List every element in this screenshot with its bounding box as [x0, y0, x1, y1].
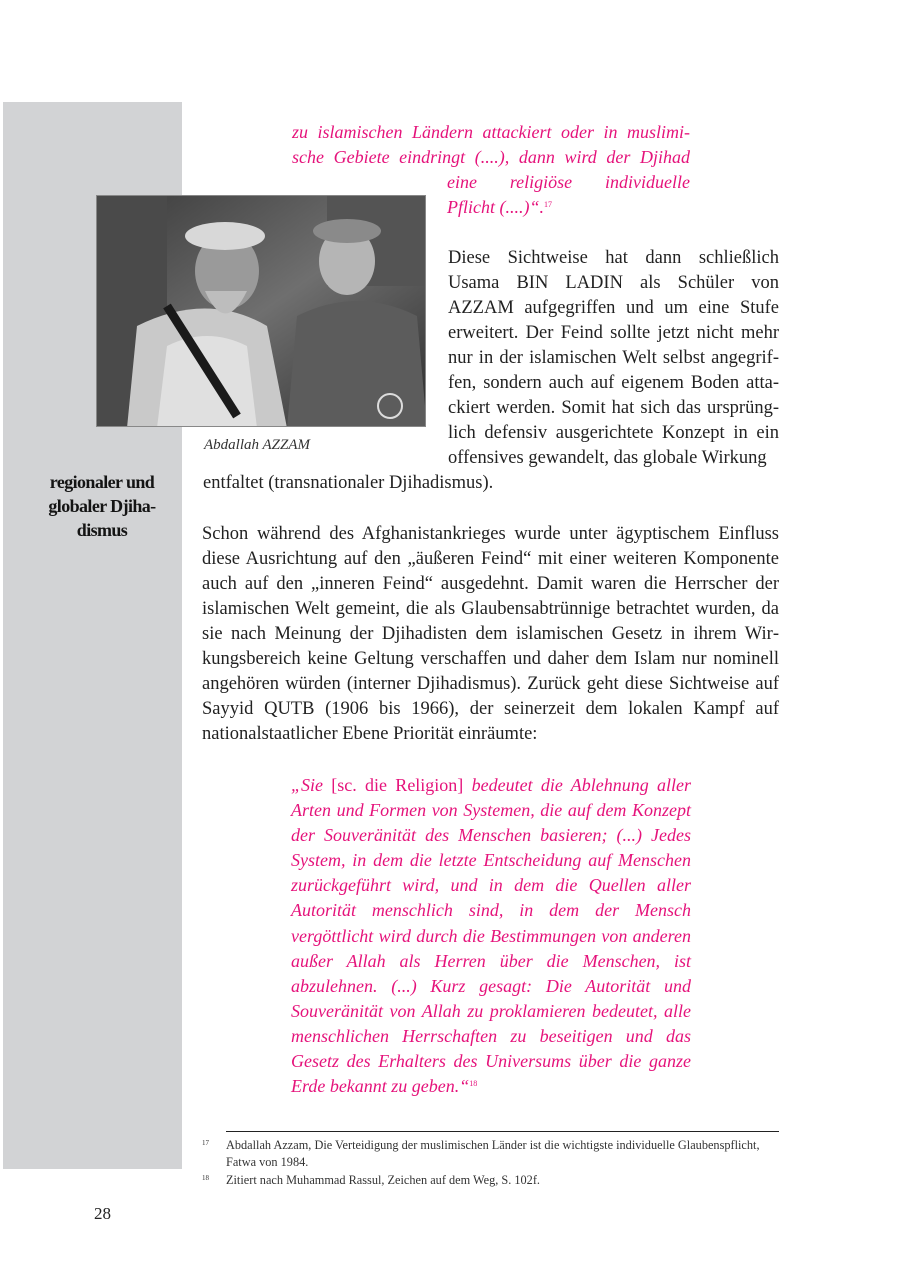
- footnote-divider: [226, 1131, 779, 1132]
- footnote-17-text: Abdallah Azzam, Die Verteidigung der muslimischen Länder ist die wichtigste individuelle Glaubenspflicht, Fatwa von 1984.: [226, 1138, 760, 1169]
- photo-abdallah-azzam: [96, 195, 426, 427]
- qutb-quote-text: bedeutet die Ablehnung aller Arten und Formen von Systemen, die auf dem Konzept der Souveränität des Menschen basieren; (...) Jedes System, in dem die letzte Entscheidung auf Menschen zurückgeführt wird, und in dem die Quellen aller Autorität menschlich sind, in dem der Mensch vergöttlicht wird durch die Bestimmungen von anderen außer Allah als Herren über die Menschen, ist abzulehnen. (...) Kurz gesagt: Die Autorität und Souveränität von Allah zu proklamieren bedeutet, alle menschlichen Herrschaften zu beseitigen und das Gesetz des Erhalters des Universums über die ganze Erde bekannt zu geben.“: [291, 775, 692, 1097]
- intro-quote-last-line: [447, 195, 690, 220]
- paragraph-1-end: entfaltet (transnationaler Djihadismus).: [203, 473, 494, 493]
- footnote-18-number: 18: [202, 1174, 209, 1182]
- margin-note-line-1: regionaler und: [49, 472, 155, 492]
- footnote-17-number: 17: [202, 1139, 209, 1147]
- paragraph-1: Diese Sichtweise hat dann schließlich Usama BIN LADIN als Schüler von AZZAM aufgegriffen und um eine Stufe erweitert. Der Feind sollte jetzt nicht mehr nur in der islamischen Welt selbst angegriffen, sondern auch auf eigenem Boden attackiert werden. Somit hat sich das ursprünglich defensiv ausgerichtete Konzept in ein offensives gewandelt, das globale Wirkung: [448, 248, 779, 468]
- qutb-quote-bracket: [sc. die Religion]: [331, 775, 464, 795]
- footnote-18: [202, 1172, 782, 1190]
- margin-note-line-3: dismus: [76, 520, 128, 540]
- qutb-quote: [291, 773, 691, 1099]
- margin-note-line-2: globaler Djiha-: [48, 496, 156, 516]
- footnote-17: [202, 1137, 782, 1173]
- qutb-quote-start: „Sie: [291, 775, 324, 795]
- intro-quote-line-2: sche Gebiete eindringt (....), dann wird der Djihad: [292, 147, 690, 167]
- intro-quote-line-3: eine religiöse individuelle: [447, 172, 690, 192]
- photo-caption: Abdallah AZZAM: [204, 437, 310, 453]
- photo-image: [97, 196, 426, 427]
- page-number: 28: [94, 1204, 111, 1223]
- margin-note: [22, 470, 182, 542]
- paragraph-2: Schon während des Afghanistankrieges wurde unter ägyptischem Einfluss diese Ausrichtung auf den „äußeren Feind“ mit einer weiteren Komponente auch auf den „inneren Feind“ ausgedehnt. Damit waren die Herrscher der islamischen Welt gemeint, die als Glaubensabtrünnige betrachtet wurden, da sie nach Meinung der Djihadisten dem islamischen Gesetz in ihrem Wirkungsbereich keine Geltung verschaffen und daher dem Islam nur nominell angehören würden (interner Djihadismus). Zurück geht diese Sichtweise auf Sayyid QUTB (1906 bis 1966), der seinerzeit dem lokalen Kampf auf nationalstaatlicher Ebene Priorität einräumte:: [202, 524, 779, 744]
- intro-quote-last-text: Pflicht (....)“.: [447, 197, 544, 217]
- footnote-ref-17: 17: [544, 200, 552, 209]
- footnote-ref-18: 18: [469, 1079, 478, 1089]
- intro-quote-line-1: zu islamischen Ländern attackiert oder in muslimi-: [292, 122, 690, 142]
- footnote-18-text: Zitiert nach Muhammad Rassul, Zeichen auf dem Weg, S. 102f.: [226, 1173, 540, 1187]
